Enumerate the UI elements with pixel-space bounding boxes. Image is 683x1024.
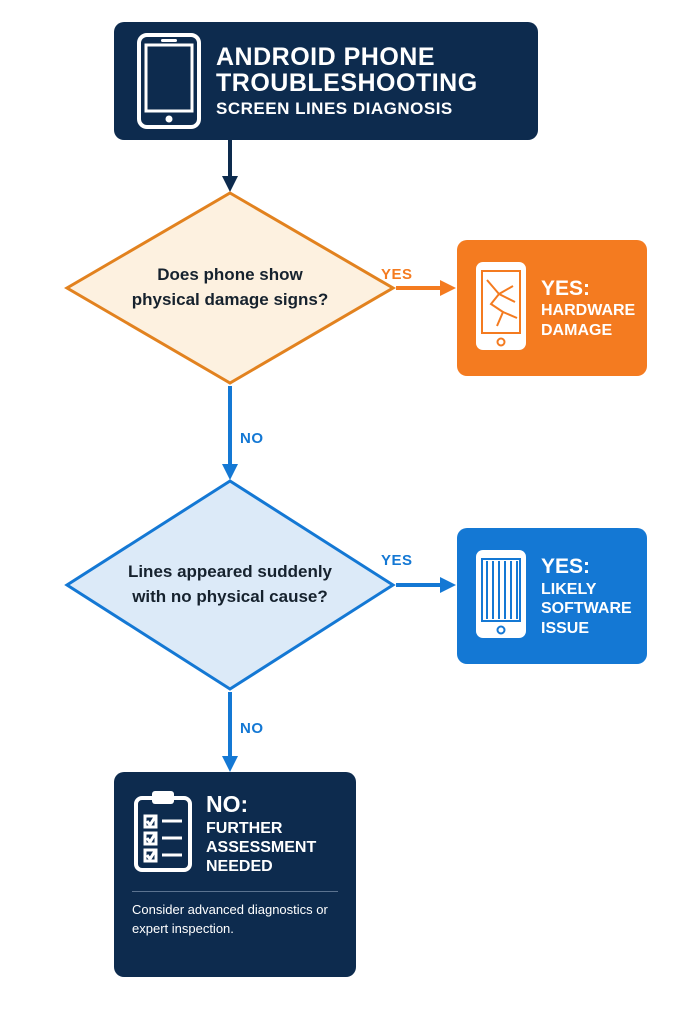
hardware-card-text (541, 276, 635, 341)
final-card-note: Consider advanced diagnostics or expert inspection. (132, 902, 328, 936)
edge-label-yes-2: YES (381, 552, 413, 569)
final-card-line-1: FURTHER (206, 819, 283, 837)
header-banner (114, 22, 538, 140)
edge-label-no-2: NO (240, 720, 264, 737)
decision-2-label: Lines appeared suddenly with no physical cause? (127, 562, 333, 606)
final-card-title: NO: (206, 790, 249, 817)
decision-node-physical-damage (64, 190, 396, 386)
edge-label-yes-1: YES (381, 266, 413, 283)
lined-screen-phone-icon (473, 548, 529, 645)
decision-1-label: Does phone show physical damage signs? (131, 265, 329, 309)
edge-label-no-1: NO (240, 430, 264, 447)
software-card-line-3: ISSUE (541, 619, 590, 637)
hardware-card-title: YES: (541, 276, 591, 300)
software-card-line-2: SOFTWARE (541, 600, 632, 618)
software-card-text (541, 554, 632, 638)
decision-node-sudden-lines (64, 478, 396, 692)
final-card-line-3: NEEDED (206, 857, 273, 875)
header-line-3: SCREEN LINES DIAGNOSIS (216, 98, 453, 118)
header-line-1: ANDROID PHONE (216, 42, 436, 71)
software-card-title: YES: (541, 554, 591, 578)
hardware-card-line-2: DAMAGE (541, 321, 613, 339)
final-card-top-row (114, 772, 356, 879)
result-card-software-issue (457, 528, 647, 664)
hardware-card-line-1: HARDWARE (541, 302, 636, 320)
clipboard-checklist-icon (132, 788, 194, 879)
result-card-hardware-damage (457, 240, 647, 376)
final-card-line-2: ASSESSMENT (206, 838, 317, 856)
final-card-text (206, 791, 316, 876)
result-card-further-assessment (114, 772, 356, 977)
software-card-line-1: LIKELY (541, 580, 597, 598)
header-text-block (216, 44, 478, 118)
smartphone-icon (136, 33, 202, 129)
header-line-2: TROUBLESHOOTING (216, 69, 478, 98)
cracked-phone-icon (473, 260, 529, 357)
